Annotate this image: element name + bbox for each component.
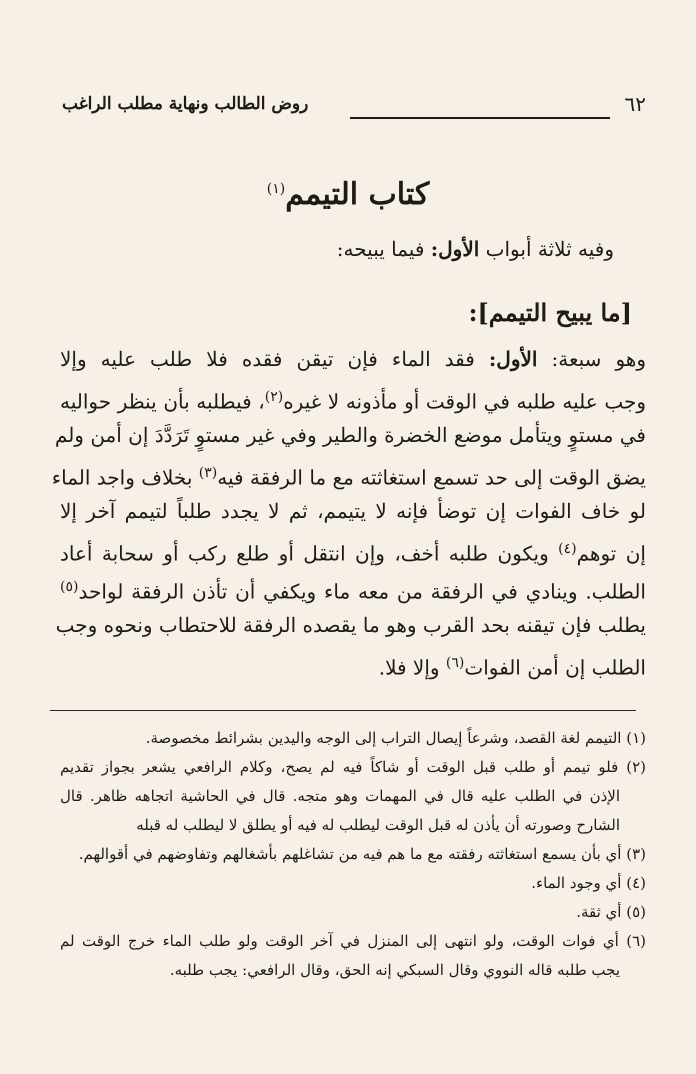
text-line <box>60 340 646 378</box>
text-line <box>60 644 646 682</box>
footnotes <box>60 724 646 985</box>
text-span: وجب عليه طلبه في الوقت أو مأذونه لا غيره <box>283 389 646 414</box>
text-line: يطلب فإن تيقنه بحد القرب وهو ما يقصده الرفقة للاحتطاب ونحوه وجب <box>55 613 646 637</box>
main-text <box>51 340 646 682</box>
footnote: (١) التيمم لغة القصد، وشرعاً إيصال التراب إلى الوجه واليدين بشرائط مخصوصة. <box>145 729 646 747</box>
chapter-title-text: كتاب التيمم <box>285 177 430 212</box>
footnote-marker: (١) <box>266 181 286 197</box>
text-span: فقد الماء فإن تيقن فقده فلا طلب عليه وإلا <box>60 347 489 371</box>
text-line <box>60 530 646 568</box>
footnote: (٦) أي فوات الوقت، ولو انتهى إلى المنزل في آخر الوقت ولو طلب الماء خرج الوقت لم <box>60 932 646 950</box>
text-span: الطلب. وينادي في الرفقة من معه ماء ويكفي أن تأذن الرفقة لواحد <box>78 579 646 604</box>
footnote-continuation: يجب طلبه قاله النووي وقال السبكي إنه الحق، وقال الرافعي: يجب طلبه. <box>169 961 620 979</box>
text-span: إن توهم <box>576 541 646 566</box>
text-span: ، فيطلبه بأن ينظر حواليه <box>60 389 265 414</box>
text-line: في مستوٍ ويتأمل موضع الخضرة والطير وفي غير مستوٍ تَرَدَّدَ إن أمن ولم <box>54 423 646 447</box>
text-line: لو خاف الفوات إن توضأ فإنه لا يتيمم، ثم لا يجدد طلباً لتيمم آخر إلا <box>60 499 646 523</box>
header-rule <box>350 117 610 119</box>
footnote-marker: (٣) <box>198 465 218 481</box>
text-span: وهو سبعة: <box>537 347 646 371</box>
chapter-title <box>0 177 696 212</box>
running-title: روض الطالب ونهاية مطلب الراغب <box>62 94 309 114</box>
footnote: (٤) أي وجود الماء. <box>531 874 646 892</box>
footnote-separator <box>50 710 636 711</box>
text-span: وإلا فلا. <box>378 655 446 680</box>
footnote: (٣) أي بأن يسمع استغاثته رفقته مع ما هم فيه من تشاغلهم بأشغالهم وتفاوضهم في أقوالهم. <box>78 845 646 863</box>
text-line <box>51 454 646 492</box>
page-header <box>62 92 646 122</box>
bold-term: الأول: <box>488 347 538 371</box>
text-span: بخلاف واجد الماء <box>51 465 199 490</box>
intro-line <box>337 237 614 261</box>
footnote-marker: (٦) <box>445 655 465 671</box>
text-span: يضق الوقت إلى حد تسمع استغاثته مع ما الرفقة فيه <box>217 465 646 490</box>
footnote-marker: (٢) <box>264 389 284 405</box>
text-span: ويكون طلبه أخف، وإن انتقل أو طلع ركب أو سحابة أعاد <box>60 541 559 566</box>
footnote: (٥) أي ثقة. <box>576 903 646 921</box>
footnote-marker: (٤) <box>558 541 577 557</box>
text-line <box>60 568 646 606</box>
footnote-continuation: الشارح وصورته أن يأذن له قبل الوقت ليطلب له فيه أو يطلق لا ليطلب له قبله <box>136 816 620 834</box>
footnote: (٢) فلو تيمم أو طلب قبل الوقت أو شاكاً فيه لم يصح، وكلام الرافعي يشعر بجواز تقديم <box>60 758 646 776</box>
page-number: ٦٢ <box>624 92 646 116</box>
intro-bold: الأول: <box>430 237 480 261</box>
section-heading: [ما يبيح التيمم]: <box>468 298 632 327</box>
text-line <box>60 378 646 416</box>
intro-text-end: فيما يبيحه: <box>336 237 431 261</box>
footnote-marker: (٥) <box>60 579 79 595</box>
text-span: الطلب إن أمن الفوات <box>464 655 646 680</box>
intro-text: وفيه ثلاثة أبواب <box>479 237 614 261</box>
footnote-continuation: الإذن في الطلب عليه قال في المهمات وهو متجه. قال في الحاشية اتجاهه ظاهر. قال <box>60 787 620 805</box>
